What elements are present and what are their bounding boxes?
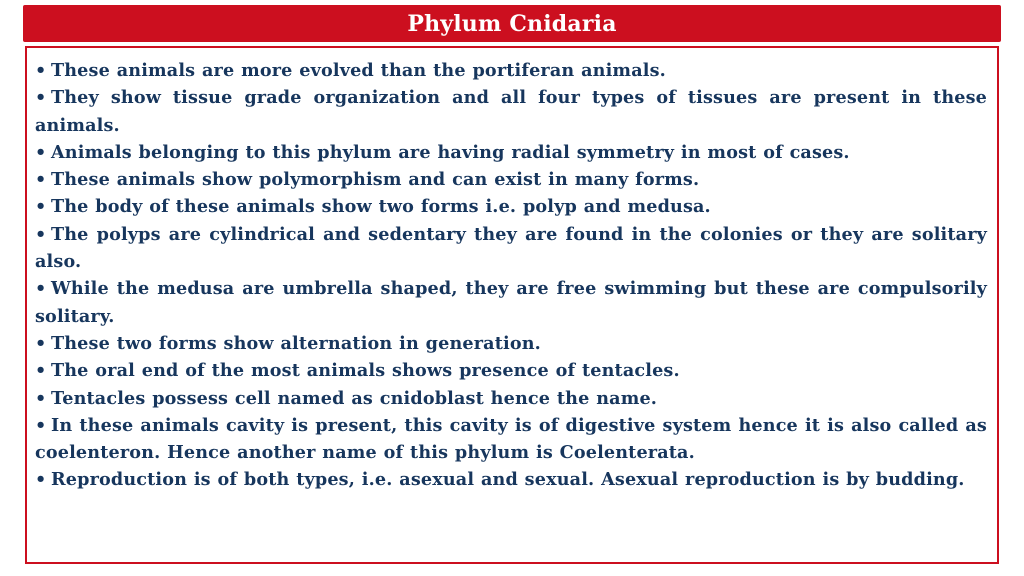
bullet-item: [35, 193, 987, 220]
bullet-icon: •: [35, 414, 47, 436]
bullet-text: Animals belonging to this phylum are having radial symmetry in most of cases.: [51, 141, 850, 163]
bullet-item: [35, 57, 987, 84]
bullet-text: Reproduction is of both types, i.e. asexual and sexual. Asexual reproduction is by budding.: [51, 469, 965, 491]
bullet-item: [35, 139, 987, 166]
bullet-item: [35, 412, 987, 467]
bullet-text: Tentacles possess cell named as cnidoblast hence the name.: [51, 387, 658, 409]
bullet-icon: •: [35, 387, 47, 409]
bullet-item: [35, 466, 987, 493]
bullet-icon: •: [35, 360, 47, 382]
bullet-icon: •: [35, 87, 47, 109]
bullet-item: [35, 84, 987, 139]
bullet-text: These animals are more evolved than the portiferan animals.: [51, 60, 666, 81]
page-title: Phylum Cnidaria: [407, 10, 617, 37]
bullet-text: These animals show polymorphism and can exist in many forms.: [51, 169, 700, 191]
bullet-item: [35, 385, 987, 412]
title-bar: [23, 5, 1001, 42]
bullet-text: The polyps are cylindrical and sedentary they are found in the colonies or they are solitary also.: [35, 223, 987, 273]
bullet-icon: •: [35, 169, 47, 191]
bullet-icon: •: [35, 141, 47, 163]
bullet-text: While the medusa are umbrella shaped, they are free swimming but these are compulsorily solitary.: [35, 278, 987, 327]
bullet-icon: •: [35, 196, 47, 218]
bullet-text: The body of these animals show two forms i.e. polyp and medusa.: [51, 196, 711, 218]
bullet-text: These two forms show alternation in generation.: [51, 332, 541, 354]
bullet-item: [35, 166, 987, 193]
bullet-icon: •: [35, 332, 47, 354]
bullet-icon: •: [35, 60, 47, 81]
bullet-item: [35, 275, 987, 330]
bullet-list: [27, 48, 997, 494]
bullet-text: They show tissue grade organization and all four types of tissues are present in these animals.: [35, 87, 987, 136]
bullet-item: [35, 357, 987, 384]
bullet-text: In these animals cavity is present, this cavity is of digestive system hence it is also called as coelenteron. Hence another name of this phylum is Coelenterata.: [35, 414, 987, 464]
bullet-item: [35, 330, 987, 357]
content-box: [25, 46, 999, 564]
bullet-text: The oral end of the most animals shows presence of tentacles.: [51, 360, 680, 382]
bullet-icon: •: [35, 223, 47, 245]
bullet-icon: •: [35, 278, 47, 300]
bullet-item: [35, 221, 987, 276]
bullet-icon: •: [35, 469, 47, 491]
